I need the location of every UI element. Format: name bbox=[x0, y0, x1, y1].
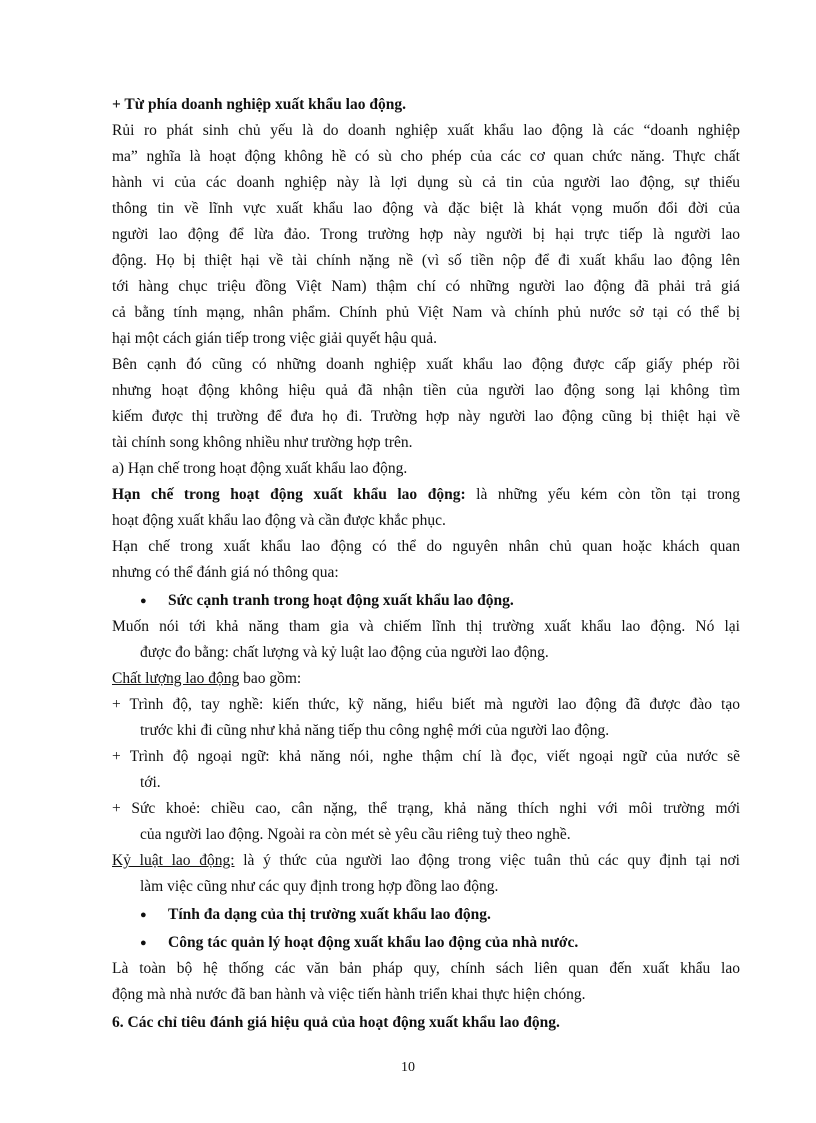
list-item-cont: trước khi đi cũng như khả năng tiếp thu công nghệ mới của người lao động. bbox=[140, 722, 610, 739]
page-number: 10 bbox=[401, 1060, 415, 1075]
paragraph-line: cả bằng tính mạng, nhân phẩm. Chính phủ Việt Nam và chính phủ nước sở tại có thể bị bbox=[112, 304, 740, 321]
bullet-text: Sức cạnh tranh trong hoạt động xuất khẩu lao động. bbox=[168, 592, 514, 609]
paragraph-line: hại một cách gián tiếp trong việc giải quyết hậu quả. bbox=[112, 330, 437, 347]
paragraph-line: Rủi ro phát sinh chủ yếu là do doanh nghiệp xuất khẩu lao động là các “doanh nghiệp bbox=[112, 122, 740, 139]
paragraph-line: tài chính song không nhiều như trường hợp trên. bbox=[112, 434, 413, 451]
heading-business-side: + Từ phía doanh nghiệp xuất khẩu lao động. bbox=[112, 96, 406, 113]
definition-text: là những yếu kém còn tồn tại trong bbox=[465, 486, 740, 503]
list-item: + Sức khoẻ: chiều cao, cân nặng, thể trạng, khả năng thích nghi với môi trường mới bbox=[112, 800, 740, 817]
bullet-item bbox=[112, 930, 740, 956]
paragraph-line: được đo bằng: chất lượng và kỷ luật lao động của người lao động. bbox=[140, 644, 549, 661]
bullet-item bbox=[112, 588, 740, 614]
list-item-cont: tới. bbox=[140, 774, 161, 791]
discipline-label: Kỷ luật lao động: bbox=[112, 852, 235, 869]
paragraph-line: Muốn nói tới khả năng tham gia và chiếm lĩnh thị trường xuất khẩu lao động. Nó lại bbox=[112, 618, 740, 635]
paragraph-line: thông tin về lĩnh vực xuất khẩu lao động và đặc biệt là khát vọng muốn đổi đời của bbox=[112, 200, 740, 217]
definition-term: Hạn chế trong hoạt động xuất khẩu lao động: bbox=[112, 486, 466, 503]
paragraph-line: kiếm được thị trường để đưa họ đi. Trường hợp này người lao động cũng bị thiệt hại về bbox=[112, 408, 740, 425]
bullet-icon: ● bbox=[140, 595, 147, 607]
paragraph-line: nhưng có thể đánh giá nó thông qua: bbox=[112, 564, 339, 581]
paragraph-line: làm việc cũng như các quy định trong hợp đồng lao động. bbox=[140, 878, 499, 895]
definition-line bbox=[112, 482, 740, 508]
paragraph-line: Là toàn bộ hệ thống các văn bản pháp quy, chính sách liên quan đến xuất khẩu lao bbox=[112, 960, 740, 977]
quality-label: Chất lượng lao động bbox=[112, 670, 240, 687]
quality-label-line: Chất lượng lao động bao gồm: bbox=[112, 670, 302, 687]
paragraph-line: Bên cạnh đó cũng có những doanh nghiệp xuất khẩu lao động được cấp giấy phép rồi bbox=[112, 356, 740, 373]
section-heading-6: 6. Các chỉ tiêu đánh giá hiệu quả của hoạt động xuất khẩu lao động. bbox=[112, 1014, 560, 1031]
paragraph-line: Hạn chế trong xuất khẩu lao động có thể do nguyên nhân chủ quan hoặc khách quan bbox=[112, 538, 740, 555]
subheading-a: a) Hạn chế trong hoạt động xuất khẩu lao động. bbox=[112, 460, 408, 477]
paragraph-line: ma” nghĩa là hoạt động không hề có sù cho phép của các cơ quan chức năng. Thực chất bbox=[112, 148, 740, 165]
paragraph-line: tới hàng chục triệu đồng Việt Nam) thậm chí có những người lao động đã phải trả giá bbox=[112, 278, 740, 295]
paragraph-line: người lao động để lừa đảo. Trong trường hợp này người bị hại trực tiếp là người lao bbox=[112, 226, 740, 243]
bullet-text: Công tác quản lý hoạt động xuất khẩu lao động của nhà nước. bbox=[168, 934, 579, 951]
list-item: + Trình độ, tay nghề: kiến thức, kỹ năng, hiểu biết mà người lao động đã được đào tạo bbox=[112, 696, 740, 713]
list-item-cont: của người lao động. Ngoài ra còn mét sè yêu cầu riêng tuỳ theo nghề. bbox=[140, 826, 571, 843]
paragraph-line: động mà nhà nước đã ban hành và việc tiến hành triển khai thực hiện chóng. bbox=[112, 986, 586, 1003]
bullet-text: Tính đa dạng của thị trường xuất khẩu lao động. bbox=[168, 906, 491, 923]
bullet-item bbox=[112, 902, 740, 928]
paragraph-line: động. Họ bị thiệt hại về tài chính nặng nề (vì số tiền nộp để đi xuất khẩu lao động lên bbox=[112, 252, 740, 269]
discipline-line: Kỷ luật lao động: là ý thức của người lao động trong việc tuân thủ các quy định tại nơi bbox=[112, 852, 740, 869]
paragraph-line: nhưng hoạt động không hiệu quả đã nhận tiền của người lao động song lại không tìm bbox=[112, 382, 740, 399]
bullet-icon: ● bbox=[140, 909, 147, 921]
bullet-icon: ● bbox=[140, 937, 147, 949]
list-item: + Trình độ ngoại ngữ: khả năng nói, nghe thậm chí là đọc, viết ngoại ngữ của nước sẽ bbox=[112, 748, 740, 765]
paragraph-line: hành vi của các doanh nghiệp này là lợi dụng sù cả tin của người lao động, sự thiếu bbox=[112, 174, 740, 191]
paragraph-line: hoạt động xuất khẩu lao động và cần được khắc phục. bbox=[112, 512, 446, 529]
